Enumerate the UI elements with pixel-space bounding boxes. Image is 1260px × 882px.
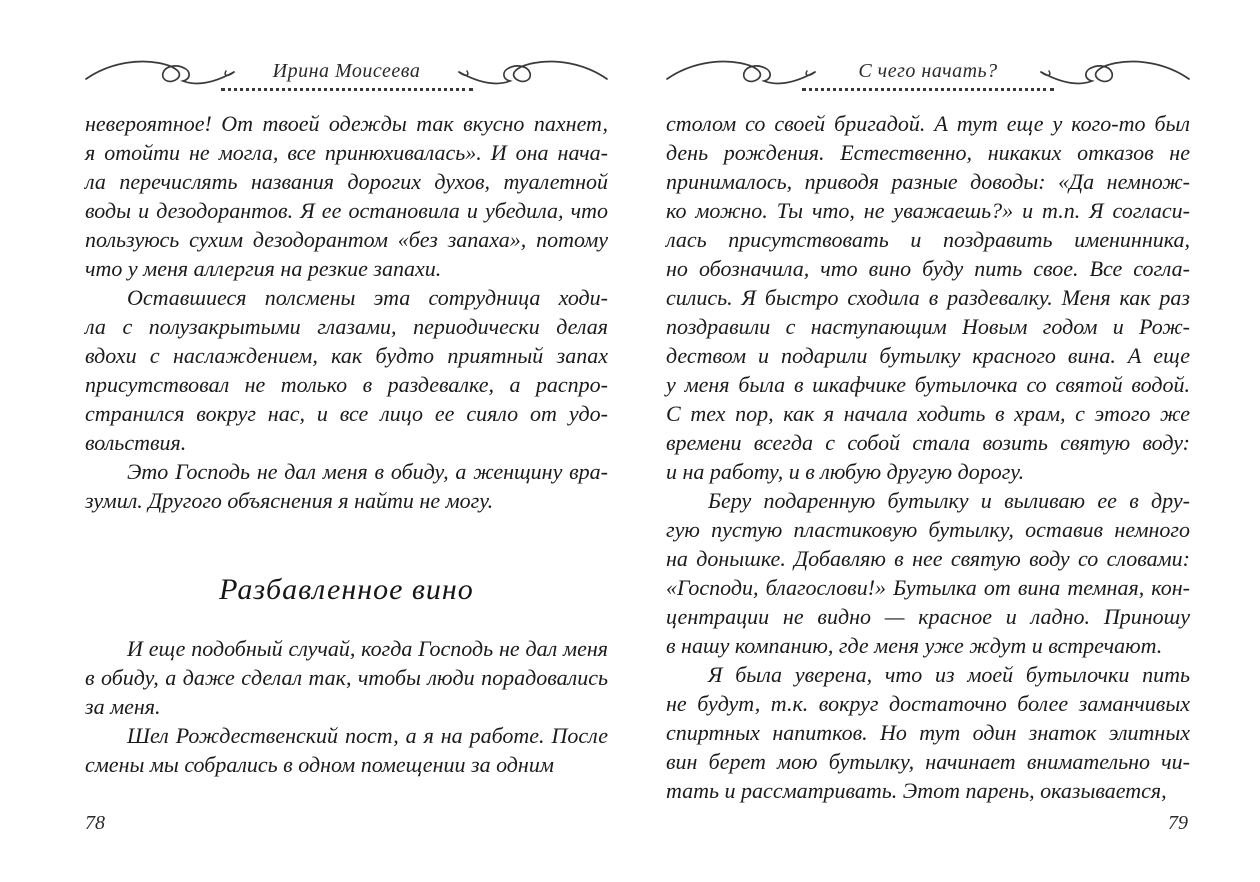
text-line: гую пустую пластиковую бутылку, оставив немного <box>666 517 1190 542</box>
text-line: но обозначила, что вино буду пить свое. Все согла- <box>666 256 1190 281</box>
text-line: я отойти не могла, все принюхивалась». И она нача- <box>85 140 608 165</box>
text-line: странился вокруг нас, и все лицо ее сияло от удо- <box>85 401 608 426</box>
running-head-title: С чего начать? <box>858 59 998 82</box>
text-line: Это Господь не дал меня в обиду, а женщину вра- <box>127 459 608 484</box>
text-line: лась присутствовать и поздравить именинника, <box>666 227 1190 252</box>
flourish-ornament-left <box>666 58 816 92</box>
text-line: зумил. Другого объяснения я найти не могу. <box>85 488 494 513</box>
text-line: не будут, т.к. вокруг достаточно более заманчивых <box>666 691 1190 716</box>
text-line: у меня была в шкафчике бутылочка со святой водой. <box>666 372 1190 397</box>
text-line: поздравили с наступающим Новым годом и Рож- <box>666 314 1190 339</box>
text-line: что у меня аллергия на резкие запахи. <box>85 256 442 281</box>
paragraph <box>666 660 1190 805</box>
paragraph <box>85 109 608 283</box>
section-heading: Разбавленное вино <box>219 573 474 606</box>
page-body <box>666 109 1190 805</box>
text-line: времени всегда с собой стала возить святую воду: <box>666 430 1190 455</box>
text-line: Беру подаренную бутылку и выливаю ее в дру- <box>708 488 1190 513</box>
text-line: Оставшиеся полсмены эта сотрудница ходи- <box>127 285 608 310</box>
text-line: деством и подарили бутылку красного вина. А еще <box>666 343 1190 368</box>
text-line: тать и рассматривать. Этот парень, оказывается, <box>666 778 1167 803</box>
text-line: принималось, приводя разные доводы: «Да немнож- <box>666 169 1190 194</box>
text-line: центрации не видно — красное и ладно. Приношу <box>666 604 1190 629</box>
flourish-ornament-right <box>458 58 608 92</box>
dotted-rule <box>221 88 473 91</box>
text-line: невероятное! От твоей одежды так вкусно пахнет, <box>85 111 608 136</box>
text-line: за меня. <box>85 694 161 719</box>
page-body <box>85 109 608 779</box>
running-head-title: Ирина Моисеева <box>272 59 421 82</box>
text-line: столом со своей бригадой. А тут еще у кого-то был <box>666 111 1190 136</box>
text-line: в нашу компанию, где меня уже ждут и встречают. <box>666 633 1163 658</box>
text-line: вольствия. <box>85 430 187 455</box>
paragraph <box>85 634 608 721</box>
text-line: спиртных напитков. Но тут один знаток элитных <box>666 720 1190 745</box>
text-line: смены мы собрались в одном помещении за одним <box>85 752 554 777</box>
text-line: ла с полузакрытыми глазами, периодически делая <box>85 314 608 339</box>
text-line: вдохи с наслаждением, как будто приятный запах <box>85 343 608 368</box>
text-line: на донышке. Добавляю в нее святую воду со словами: <box>666 546 1190 571</box>
page-right <box>630 0 1260 882</box>
text-line: С тех пор, как я начала ходить в храм, с этого же <box>666 401 1190 426</box>
paragraph <box>85 457 608 515</box>
flourish-ornament-left <box>85 58 235 92</box>
text-line: ко можно. Ты что, не уважаешь?» и т.п. Я согласи- <box>666 198 1190 223</box>
text-line: в обиду, а даже сделал так, чтобы люди порадовались <box>85 665 608 690</box>
text-line: И еще подобный случай, когда Господь не дал меня <box>127 636 608 661</box>
text-line: и на работу, и в любую другую дорогу. <box>666 459 1025 484</box>
dotted-rule <box>802 88 1054 91</box>
text-line: присутствовал не только в раздевалке, а распро- <box>85 372 608 397</box>
paragraph <box>666 486 1190 660</box>
flourish-ornament-right <box>1040 58 1190 92</box>
text-line: Шел Рождественский пост, а я на работе. После <box>127 723 608 748</box>
text-line: ла перечислять названия дорогих духов, туалетной <box>85 169 608 194</box>
page-number: 78 <box>85 812 105 834</box>
text-line: Я была уверена, что из моей бутылочки пить <box>708 662 1190 687</box>
text-line: воды и дезодорантов. Я ее остановила и убедила, что <box>85 198 608 223</box>
text-line: «Господи, благослови!» Бутылка от вина темная, кон- <box>666 575 1190 600</box>
text-line: пользуюсь сухим дезодорантом «без запаха», потому <box>85 227 608 252</box>
page-number: 79 <box>1168 812 1188 834</box>
paragraph <box>85 283 608 457</box>
text-line: день рождения. Естественно, никаких отказов не <box>666 140 1190 165</box>
paragraph <box>85 721 608 779</box>
text-line: вин берет мою бутылку, начинает внимательно чи- <box>666 749 1190 774</box>
text-line: сились. Я быстро сходила в раздевалку. Меня как раз <box>666 285 1190 310</box>
paragraph <box>666 109 1190 486</box>
